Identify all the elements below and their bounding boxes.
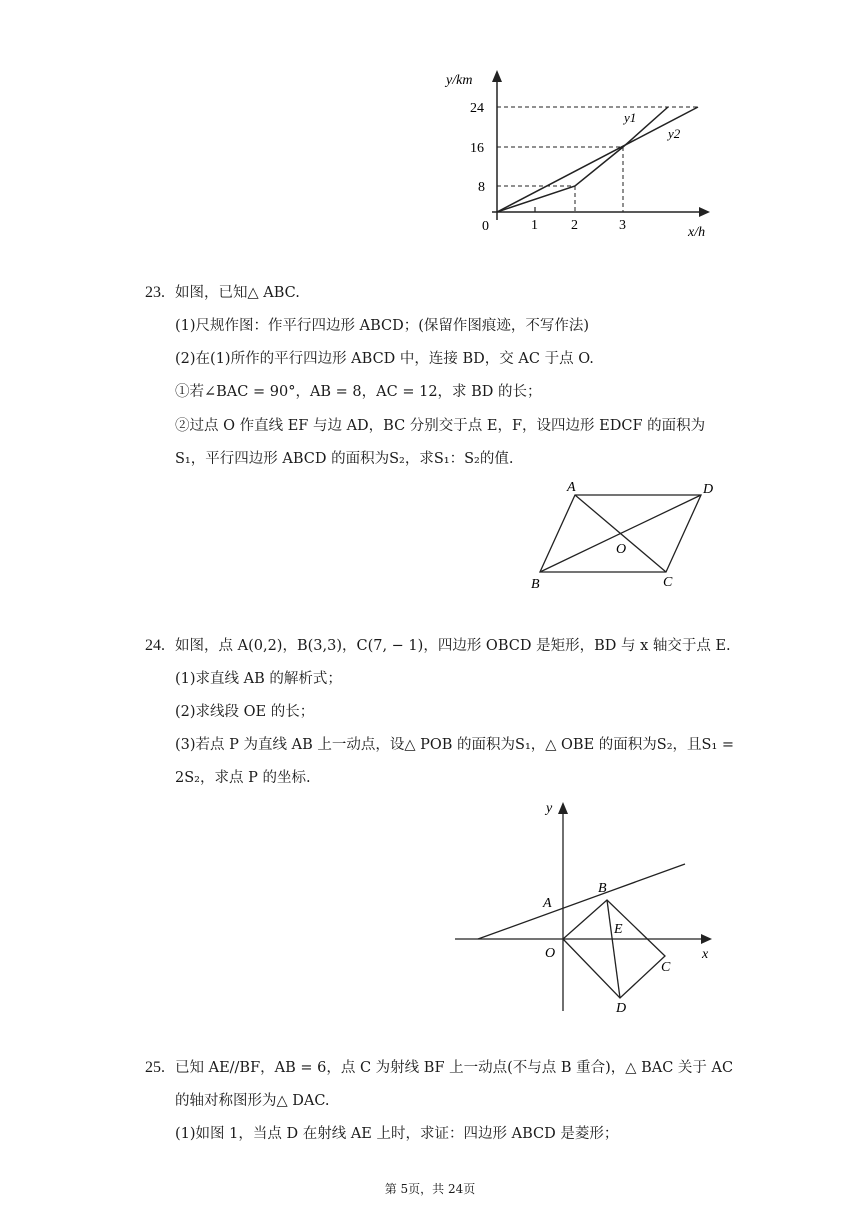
- q23-part4: ②过点 O 作直线 EF 与边 AD，BC 分别交于点 E，F，设四边形 EDCF 的面积为: [175, 418, 706, 434]
- x-axis-arrow: [701, 934, 712, 944]
- q23-part3: ①若∠BAC = 90°，AB = 8，AC = 12，求 BD 的长；: [175, 384, 542, 400]
- q24-part2: (2)求线段 OE 的长；: [175, 704, 315, 720]
- line-ab: [478, 864, 685, 939]
- q25-stem: 已知 AE//BF，AB = 6，点 C 为射线 BF 上一动点(不与点 B 重合)，△ BAC 关于 AC: [175, 1060, 734, 1076]
- diagonal-bd: [540, 495, 701, 572]
- y-axis-arrow: [558, 802, 568, 814]
- q24-part3: (3)若点 P 为直线 AB 上一动点，设△ POB 的面积为S₁，△ OBE 的面积为S₂，且S₁ =: [175, 737, 735, 753]
- label-b: B: [531, 577, 540, 592]
- q24-part4: 2S₂，求点 P 的坐标.: [175, 770, 311, 786]
- label-d: D: [703, 482, 714, 497]
- q23-number: 23.: [145, 284, 165, 301]
- q23-part1: (1)尺规作图：作平行四边形 ABCD；(保留作图痕迹，不写作法): [175, 318, 590, 334]
- y-tick-label-24: 24: [470, 101, 484, 116]
- parallelogram-figure: [525, 476, 725, 594]
- y-tick-label-8: 8: [478, 180, 485, 195]
- q24-number: 24.: [145, 637, 165, 654]
- x-tick-label-2: 2: [571, 218, 578, 233]
- x-tick-label-3: 3: [619, 218, 626, 233]
- label-b: B: [598, 881, 607, 896]
- label-o: O: [616, 542, 627, 557]
- y-tick-label-16: 16: [470, 141, 484, 156]
- q25-line2: 的轴对称图形为△ DAC.: [175, 1093, 330, 1109]
- q25-number: 25.: [145, 1059, 165, 1076]
- label-c: C: [663, 575, 673, 590]
- series-y1-line: [497, 107, 668, 212]
- x-tick-label-1: 1: [531, 218, 538, 233]
- coordinate-figure: [450, 796, 720, 1016]
- x-axis-arrow: [699, 207, 710, 217]
- series-y2-line: [497, 107, 698, 212]
- label-o: O: [545, 946, 556, 961]
- label-a: A: [567, 480, 576, 495]
- q24-stem: 如图，点 A(0,2)，B(3,3)，C(7, − 1)，四边形 OBCD 是矩形，BD 与 x 轴交于点 E.: [175, 638, 731, 654]
- label-d: D: [616, 1001, 627, 1016]
- origin-label: 0: [482, 219, 489, 234]
- label-a: A: [543, 896, 552, 911]
- q23-part2: (2)在(1)所作的平行四边形 ABCD 中，连接 BD，交 AC 于点 O.: [175, 351, 594, 367]
- series-y2-label: y2: [668, 126, 681, 141]
- y-axis-arrow: [492, 70, 502, 82]
- label-x: x: [702, 947, 709, 962]
- distance-time-graph: [440, 62, 730, 242]
- label-c: C: [661, 960, 671, 975]
- q23-stem: 如图，已知△ ABC.: [175, 285, 300, 301]
- q25-part1: (1)如图 1，当点 D 在射线 AE 上时，求证：四边形 ABCD 是菱形；: [175, 1126, 619, 1142]
- q23-part5: S₁，平行四边形 ABCD 的面积为S₂，求S₁：S₂的值.: [175, 451, 514, 467]
- segment-bd: [607, 900, 620, 998]
- page-footer: 第 5页，共 24页: [384, 1182, 476, 1196]
- label-y: y: [546, 801, 553, 816]
- q24-part1: (1)求直线 AB 的解析式；: [175, 671, 342, 687]
- series-y1-label: y1: [624, 110, 637, 125]
- label-e: E: [614, 922, 623, 937]
- y-axis-label: y/km: [446, 73, 473, 88]
- x-axis-label: x/h: [688, 225, 706, 240]
